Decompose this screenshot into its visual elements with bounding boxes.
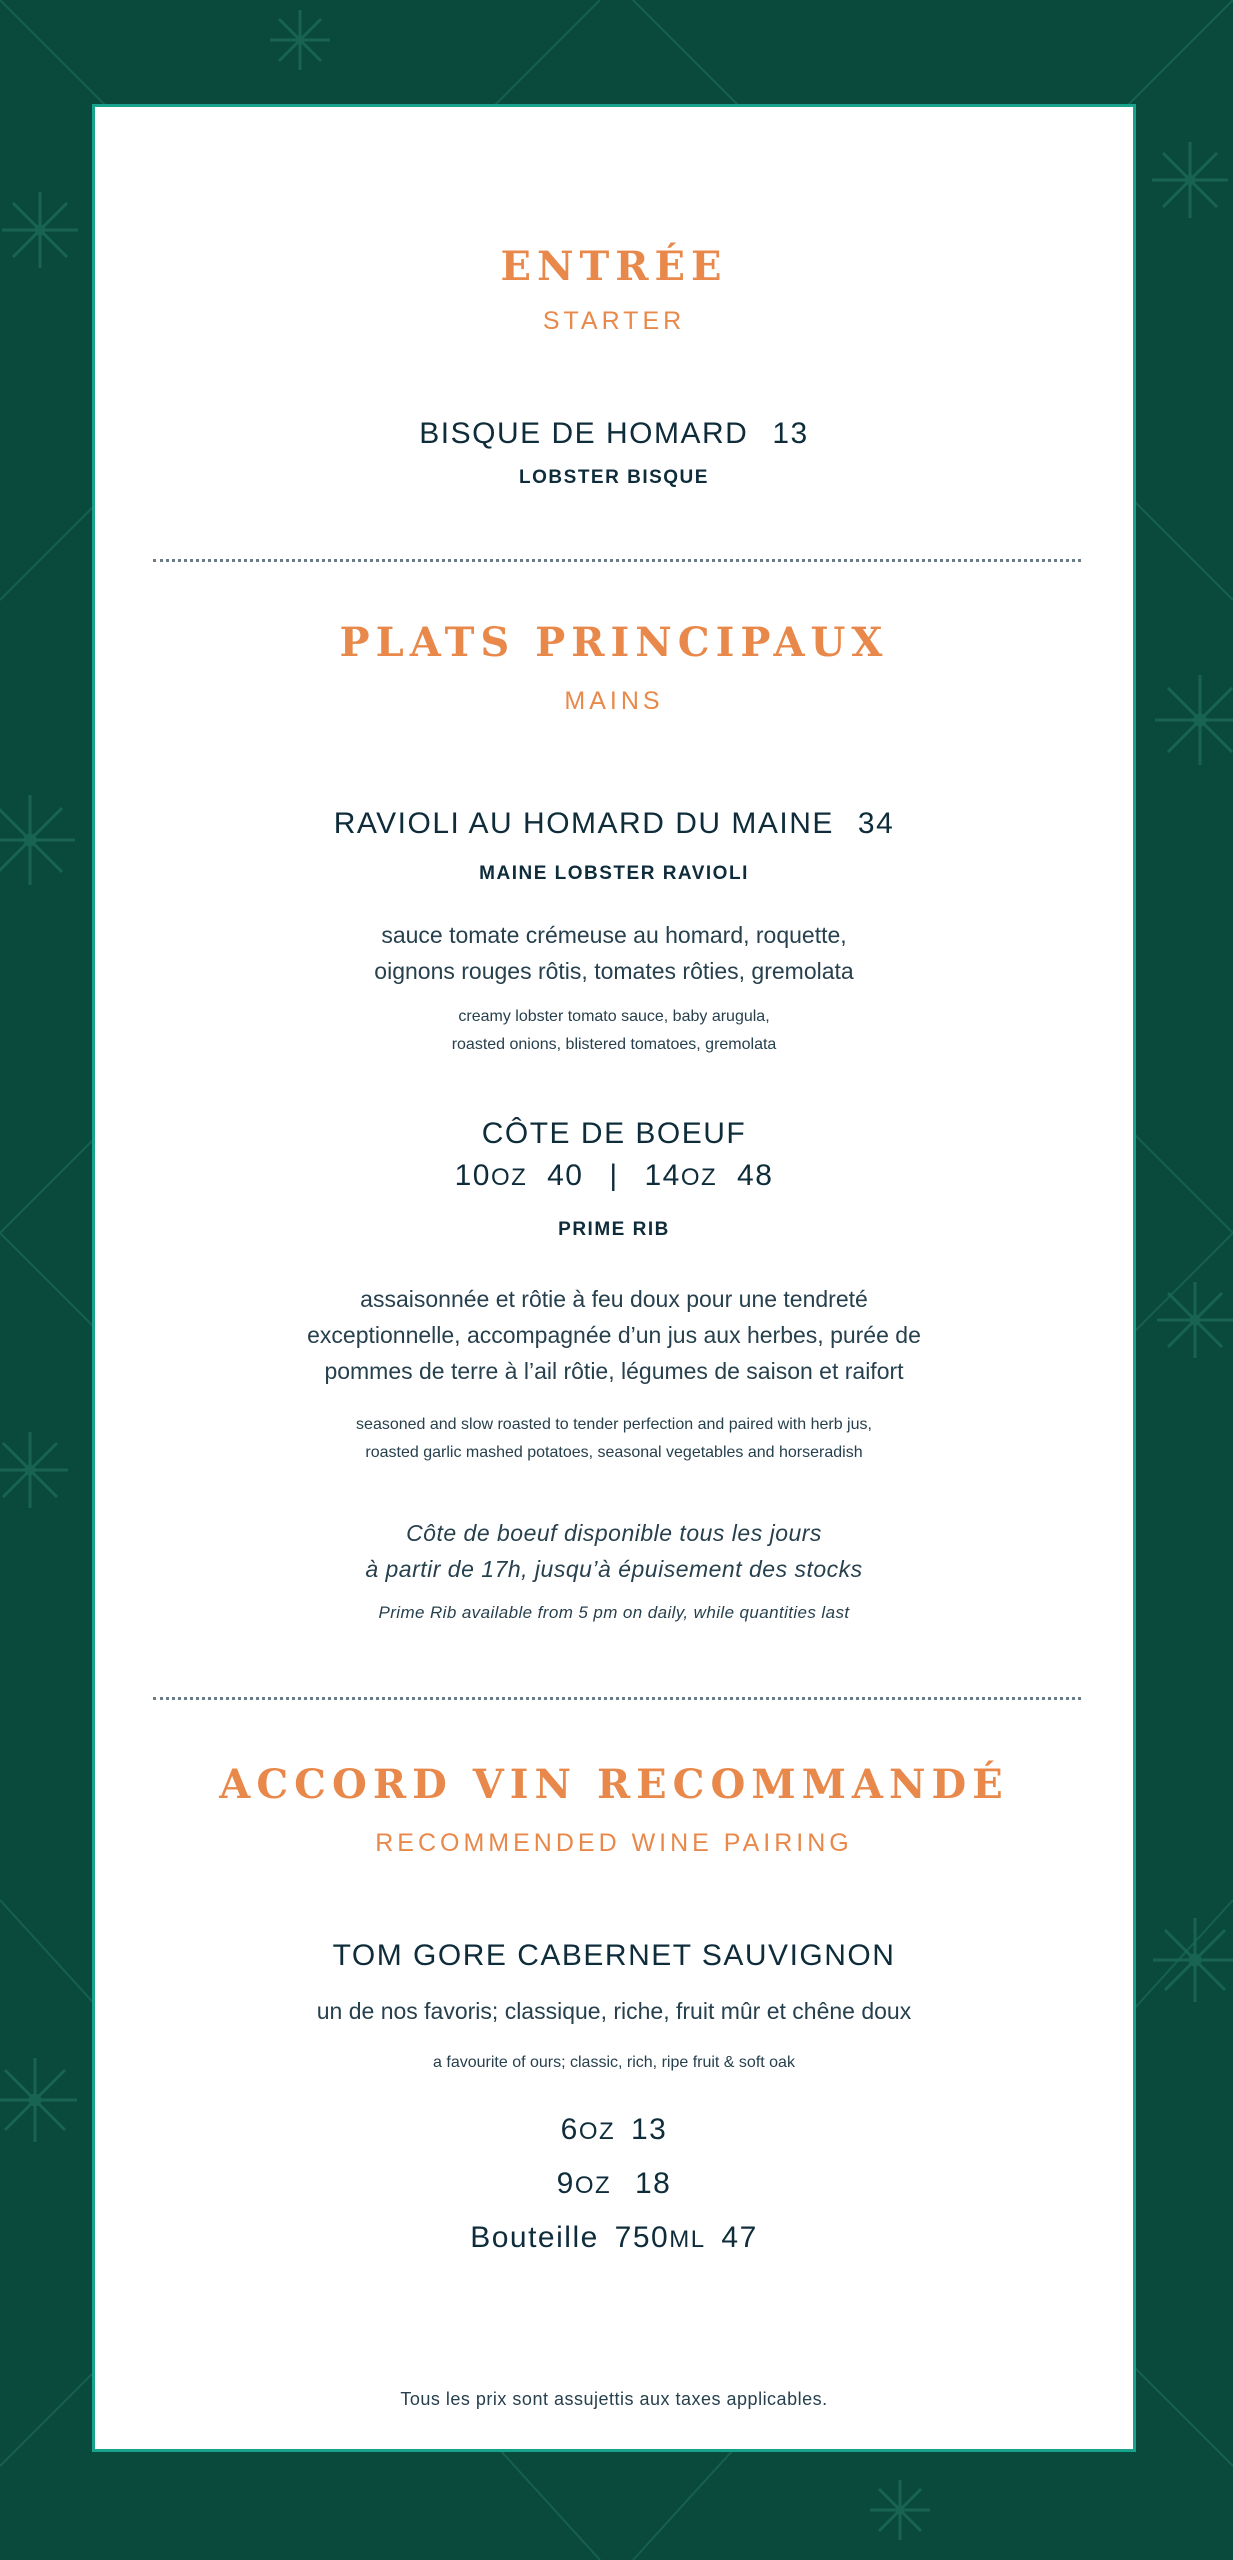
wine-glass-9oz xyxy=(95,2167,1133,2201)
wine-bottle-price: 47 xyxy=(721,2221,758,2254)
wine-bottle-unit: ML xyxy=(669,2226,706,2253)
rib-desc-fr-line: pommes de terre à l’ail rôtie, légumes de saison et raifort xyxy=(324,1358,904,1384)
ravioli-name-en: MAINE LOBSTER RAVIOLI xyxy=(479,863,749,884)
wine-bottle-label: Bouteille xyxy=(470,2221,599,2254)
ravioli-price: 34 xyxy=(857,807,895,840)
footer-note: Tous les prix sont assujettis aux taxes applicables. xyxy=(400,2389,828,2409)
rib-size1-num: 10 xyxy=(454,1159,491,1192)
rib-desc-fr xyxy=(95,1281,1133,1389)
rib-size-separator: | xyxy=(609,1159,619,1192)
rib-desc-fr-line: assaisonnée et rôtie à feu doux pour une tendreté xyxy=(360,1286,868,1312)
rib-name-en: PRIME RIB xyxy=(558,1219,670,1240)
rib-note-fr-line: à partir de 17h, jusqu’à épuisement des stocks xyxy=(365,1556,863,1582)
rib-size2-num: 14 xyxy=(644,1159,681,1192)
wine-glass2-num: 9 xyxy=(556,2167,575,2200)
wine-title: ACCORD VIN RECOMMANDÉ xyxy=(219,1761,1009,1808)
wine-glass1-num: 6 xyxy=(560,2113,579,2146)
mains-title: PLATS PRINCIPAUX xyxy=(339,619,889,666)
rib-size1-unit: OZ xyxy=(490,1164,528,1191)
mains-subtitle: MAINS xyxy=(564,687,664,715)
rib-sizes xyxy=(95,1159,1133,1193)
wine-bottle xyxy=(95,2221,1133,2255)
menu-card xyxy=(92,104,1136,2452)
ravioli-desc-fr-line: oignons rouges rôtis, tomates rôties, gremolata xyxy=(374,958,854,984)
rib-note-en: Prime Rib available from 5 pm on daily, while quantities last xyxy=(378,1603,850,1622)
ravioli-desc-en xyxy=(95,1003,1133,1059)
rib-note-fr-line: Côte de boeuf disponible tous les jours xyxy=(406,1520,822,1546)
ravioli-name: RAVIOLI AU HOMARD DU MAINE xyxy=(333,807,834,840)
rib-desc-fr-line: exceptionnelle, accompagnée d’un jus aux herbes, purée de xyxy=(307,1322,921,1348)
ravioli-desc-fr-line: sauce tomate crémeuse au homard, roquette, xyxy=(381,922,847,948)
rib-size2-price: 48 xyxy=(737,1159,774,1192)
entree-subtitle: STARTER xyxy=(542,307,686,335)
rib-desc-en-line: roasted garlic mashed potatoes, seasonal vegetables and horseradish xyxy=(365,1444,863,1461)
rib-note-fr xyxy=(95,1515,1133,1587)
wine-bottle-num: 750 xyxy=(614,2221,670,2254)
divider xyxy=(153,1697,1081,1700)
wine-subtitle: RECOMMENDED WINE PAIRING xyxy=(375,1829,853,1857)
entree-dish-name: BISQUE DE HOMARD xyxy=(419,417,749,450)
wine-glass1-unit: OZ xyxy=(578,2118,616,2145)
entree-title: ENTRÉE xyxy=(500,243,728,290)
ravioli-desc-en-line: roasted onions, blistered tomatoes, gremolata xyxy=(451,1036,777,1053)
entree-dish-price: 13 xyxy=(772,417,809,450)
rib-desc-en xyxy=(95,1411,1133,1467)
wine-desc-fr: un de nos favoris; classique, riche, fruit mûr et chêne doux xyxy=(316,1998,912,2024)
wine-desc-en: a favourite of ours; classic, rich, ripe fruit & soft oak xyxy=(433,2054,795,2071)
wine-name: TOM GORE CABERNET SAUVIGNON xyxy=(332,1939,896,1972)
entree-dish-heading xyxy=(95,417,1133,451)
wine-glass1-price: 13 xyxy=(630,2113,668,2146)
wine-glass2-price: 18 xyxy=(634,2167,672,2200)
rib-desc-en-line: seasoned and slow roasted to tender perfection and paired with herb jus, xyxy=(356,1416,872,1433)
wine-glass-6oz xyxy=(95,2113,1133,2147)
rib-size2-unit: OZ xyxy=(680,1164,718,1191)
wine-glass2-unit: OZ xyxy=(574,2172,612,2199)
ravioli-desc-en-line: creamy lobster tomato sauce, baby arugula, xyxy=(458,1008,770,1025)
divider xyxy=(153,559,1081,562)
rib-name: CÔTE DE BOEUF xyxy=(481,1117,747,1150)
entree-dish-name-en: LOBSTER BISQUE xyxy=(519,467,709,488)
rib-size1-price: 40 xyxy=(547,1159,584,1192)
ravioli-desc-fr xyxy=(95,917,1133,989)
ravioli-heading xyxy=(95,807,1133,841)
